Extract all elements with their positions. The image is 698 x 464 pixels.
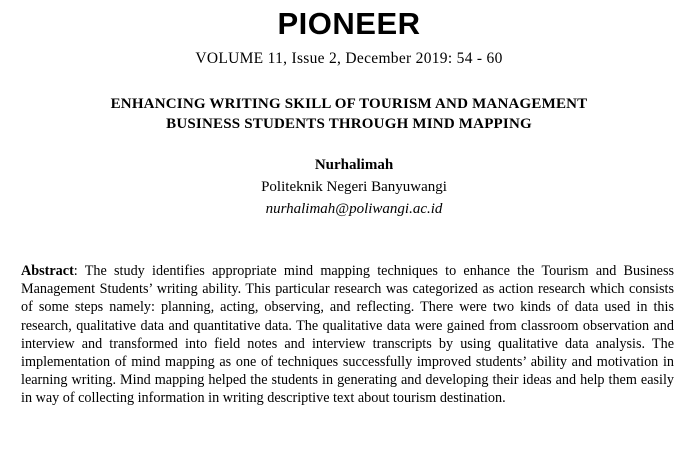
abstract-text: : The study identifies appropriate mind mapping techniques to enhance the Tourism and Business Management Students’ writing ability. This particular research was categorized as action research which consists of some steps namely: planning, acting, observing, and reflecting. There were two kinds of data used in this research, qualitative data and quantitative data. The qualitative data were gained from classroom observation and interview and transformed into field notes and interview transcripts by using qualitative data analysis. The implementation of mind mapping as one of techniques successfully improved students’ ability and motivation in learning writing. Mind mapping helped the students in generating and developing their ideas and help them easily in way of collecting information in writing descriptive text about tourism destination. (21, 263, 674, 407)
author-name: Nurhalimah (314, 157, 394, 173)
author-email: nurhalimah@poliwangi.ac.id (265, 201, 443, 217)
abstract (21, 262, 674, 408)
author-affiliation: Politeknik Negeri Banyuwangi (261, 179, 447, 195)
paper-title-line-2: BUSINESS STUDENTS THROUGH MIND MAPPING (166, 116, 532, 132)
journal-volume: VOLUME 11, Issue 2, December 2019: 54 - 60 (195, 50, 503, 67)
abstract-label: Abstract (21, 263, 74, 279)
journal-title: PIONEER (277, 6, 421, 41)
paper-title-line-1: ENHANCING WRITING SKILL OF TOURISM AND MANAGEMENT (110, 96, 588, 112)
paper-title (0, 94, 698, 134)
